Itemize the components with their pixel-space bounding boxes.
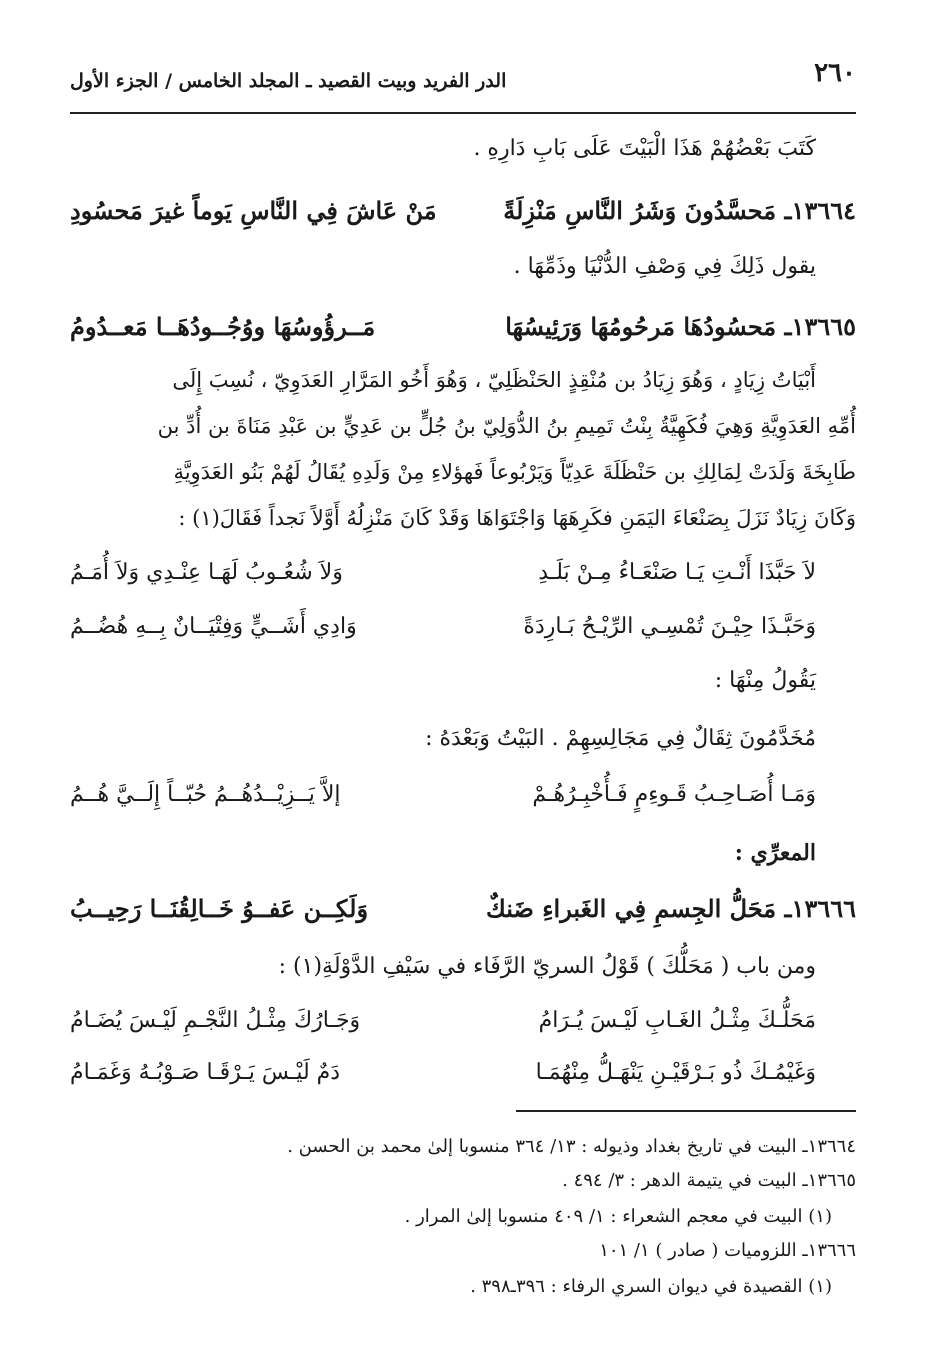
footnote: (١) البيت في معجم الشعراء : ١/ ٤٠٩ منسوبا إلىٰ المرار .	[404, 1206, 832, 1227]
verse-first-hemistich: ١٣٦٦٥ـ مَحسُودُهَا مَرحُومُهَا وَرَئِيسُهَا	[505, 312, 856, 341]
running-title: الدر الفريد وبيت القصيد ـ المجلد الخامس / الجزء الأول	[70, 70, 507, 92]
verse-second-hemistich: وَلاَ شُعُـوبُ لَهَـا عِنْـدِي وَلاَ أُمَـمُ	[70, 560, 343, 585]
verse-second-hemistich: مَنْ عَاشَ فِي النَّاسِ يَوماً غيرَ مَحسُودِ	[70, 196, 437, 225]
verse-first-hemistich: لاَ حَبَّذَا أَنْـتِ يَـا صَنْعَـاءُ مِـنْ بَلَـدِ	[538, 560, 816, 585]
text-line: يقول ذَلِكَ فِي وَصْفِ الدُّنْيَا وذَمِّهَا .	[513, 254, 816, 279]
poet-name: المعرِّي :	[734, 840, 816, 866]
text-line: طَابِخَةَ وَلَدَتْ لِمَالِكِ بن حَنْظَلَةَ عَدِيّاً وَيَرْبُوعاً فَهؤلاءِ مِنْ وَلَدِهِ يُقَالُ لَهُمْ بَنُو العَدَوِيَّةِ	[173, 460, 856, 484]
text-line: كَتَبَ بَعْضُهُمْ هَذَا الْبَيْتَ عَلَى بَابِ دَارِهِ .	[473, 136, 816, 161]
verse-first-hemistich: ١٣٦٦٦ـ مَحَلُّ الجِسمِ فِي الغَبراءِ ضَنكٌ	[486, 894, 856, 923]
verse-first-hemistich: ١٣٦٦٤ـ مَحسَّدُونَ وَشَرُ النَّاسِ مَنْزِلَةً	[503, 196, 856, 225]
verse-second-hemistich: وَادِي أَشَــيٍّ وَفِتْيَــانٌ بِــهِ هُضُــمُ	[70, 614, 357, 639]
text-line: مُخَدَّمُونَ ثِقَالٌ فِي مَجَالِسِهِمْ . البَيْتُ وَبَعْدَهُ :	[425, 726, 816, 751]
verse-second-hemistich: دَمٌ لَيْـسَ يَـرْقَـا صَـوْبُـهُ وَغَمَـامُ	[70, 1060, 341, 1085]
verse-first-hemistich: وَحَبَّـذَا حِيْـنَ تُمْسِـي الرِّيْـحُ بَـارِدَةً	[523, 614, 816, 639]
footnote: ١٣٦٦٥ـ البيت في يتيمة الدهر : ٣/ ٤٩٤ .	[562, 1170, 856, 1191]
verse-first-hemistich: وَغَيْمُـكَ ذُو بَـرْقَيْـنِ يَنْهَـلُّ مِنْهُمَـا	[535, 1060, 816, 1085]
footnote-rule	[516, 1110, 856, 1112]
verse-second-hemistich: وَجَـارُكَ مِثْـلُ النَّجْـمِ لَيْـسَ يُضَـامُ	[70, 1008, 361, 1033]
footnote: ١٣٦٦٦ـ اللزوميات ( صادر ) ١/ ١٠١	[599, 1240, 856, 1261]
verse-second-hemistich: مَــرؤُوسُهَا ووُجُــودُهَــا مَعــدُومُ	[70, 312, 376, 341]
page-header	[70, 58, 856, 102]
header-rule	[70, 112, 856, 114]
page-number: ٢٦٠	[814, 58, 856, 88]
text-line: أُمِّهِ العَدَوِيَّةِ وَهِيَ فُكَهِيَّةُ بِنْتُ تَمِيمِ بنُ الدُّوَلِيّ بنُ جُلٍّ بن عَدِيٍّ بن عَبْدِ مَنَاةَ بن أُدِّ بن	[157, 414, 856, 438]
footnote: ١٣٦٦٤ـ البيت في تاريخ بغداد وذيوله : ١٣/ ٣٦٤ منسوبا إلىٰ محمد بن الحسن .	[287, 1136, 856, 1157]
text-line: وَكَانَ زِيَادٌ نَزَلَ بِصَنْعَاءَ اليَمَنِ فكَرِهَهَا وَاجْتَوَاهَا وَقَدْ كَانَ مَنْزِلُهُ أَوَّلاً نَجداً فَقَالَ(١) :	[178, 506, 856, 530]
verse-second-hemistich: وَلَكِــن عَفــوُ خَــالِقُنَــا رَحِيــبُ	[70, 894, 369, 923]
text-line: ومن باب ( مَحَلُّكَ ) قَوْلُ السريّ الرَّفَاء في سَيْفِ الدَّوْلَةِ(١) :	[278, 954, 816, 979]
footnote: (١) القصيدة في ديوان السري الرفاء : ٣٩٦ـ٣٩٨ .	[470, 1276, 832, 1297]
text-line: أَبْيَاتُ زِيَادٍ ، وَهُوَ زِيَادُ بن مُنْقِذٍ الحَنْظَلِيّ ، وَهُوَ أَخُو المَرَّارِ العَدَوِيّ ، نُسِبَ إِلَى	[172, 368, 816, 392]
verse-first-hemistich: مَحَلُّـكَ مِثْـلُ الغَـابِ لَيْـسَ يُـرَامُ	[538, 1008, 816, 1033]
text-line: يَقُولُ مِنْهَا :	[714, 668, 816, 693]
verse-second-hemistich: إلاَّ يَــزِيْــدُهُــمُ حُبّــاً إِلَــيَّ هُــمُ	[70, 782, 341, 807]
verse-first-hemistich: وَمَـا أُصَـاحِـبُ قَـوءِمٍ فَـأُخْبِـرُهُـمْ	[532, 782, 816, 807]
